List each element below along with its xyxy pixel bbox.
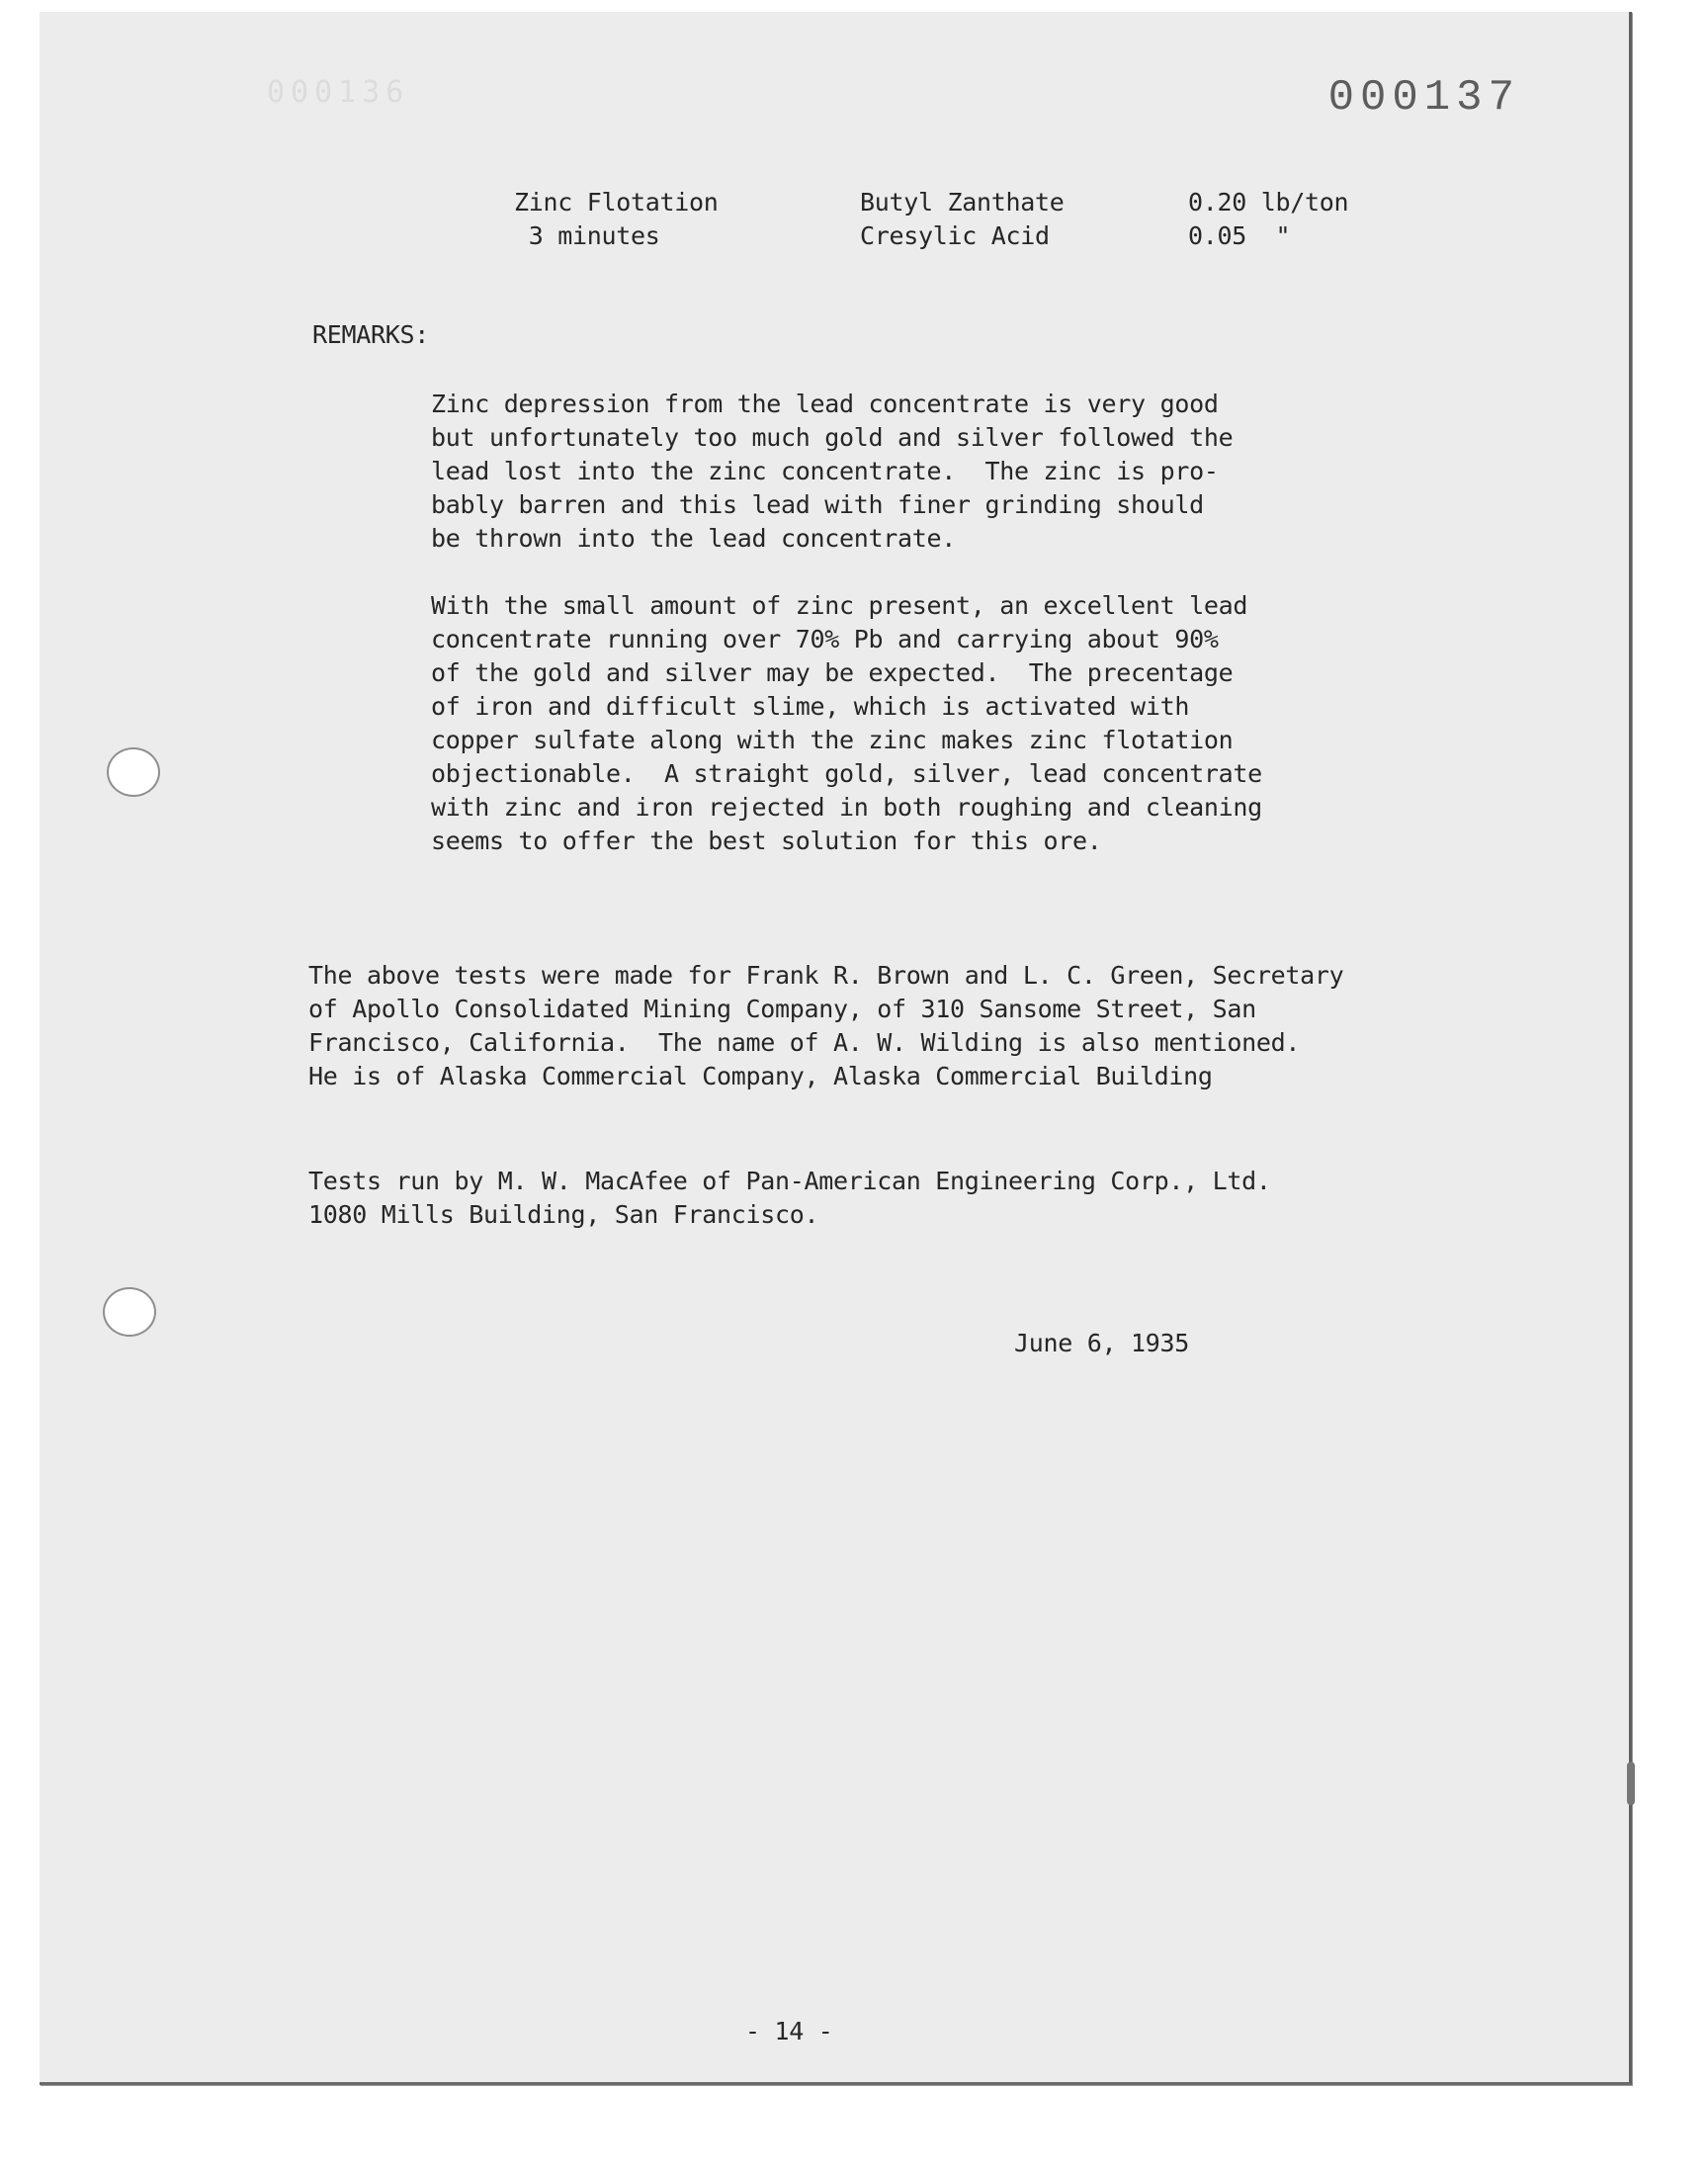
text-line: lead lost into the zinc concentrate. The zinc is pro- [431,457,1219,485]
document-page [40,12,1632,2085]
ghost-stamp: 000136 [267,75,410,110]
text-line: seems to offer the best solution for this ore. [431,826,1102,855]
text-line: He is of Alaska Commercial Company, Alaska Commercial Building [308,1062,1213,1090]
reagent-name: Butyl Zanthate [860,188,1065,217]
document-date: June 6, 1935 [1014,1329,1190,1357]
punch-hole [103,1287,156,1337]
text-line: Zinc depression from the lead concentrate is very good [431,390,1219,418]
reagent-amount: 0.20 lb/ton [1188,188,1349,217]
text-line: objectionable. A straight gold, silver, lead concentrate [431,759,1262,788]
text-line: The above tests were made for Frank R. Brown and L. C. Green, Secretary [308,961,1344,990]
text-line: Francisco, California. The name of A. W. Wilding is also mentioned. [308,1028,1301,1057]
text-line: with zinc and iron rejected in both roughing and cleaning [431,793,1262,822]
text-line: Tests run by M. W. MacAfee of Pan-American Engineering Corp., Ltd. [308,1167,1271,1195]
remarks-heading: REMARKS: [312,320,430,349]
reagent-amount: 0.05 " [1188,221,1291,250]
text-line: of Apollo Consolidated Mining Company, of 310 Sansome Street, San [308,995,1256,1023]
text-line: 1080 Mills Building, San Francisco. [308,1200,819,1229]
text-line: bably barren and this lead with finer grinding should [431,490,1204,519]
edge-mark [1627,1762,1635,1805]
page-id-stamp: 000137 [1327,73,1520,123]
text-line: With the small amount of zinc present, an excellent lead [431,591,1248,620]
footer-page-number: - 14 - [745,2017,833,2045]
text-line: but unfortunately too much gold and silver followed the [431,423,1234,452]
punch-hole [107,747,160,797]
text-line: concentrate running over 70% Pb and carrying about 90% [431,625,1219,653]
flotation-stage: Zinc Flotation [514,188,719,217]
flotation-time: 3 minutes [514,221,660,250]
text-line: of the gold and silver may be expected. The precentage [431,658,1234,687]
reagent-name: Cresylic Acid [860,221,1050,250]
text-line: copper sulfate along with the zinc makes zinc flotation [431,726,1234,754]
text-line: of iron and difficult slime, which is activated with [431,692,1190,721]
text-line: be thrown into the lead concentrate. [431,524,957,553]
